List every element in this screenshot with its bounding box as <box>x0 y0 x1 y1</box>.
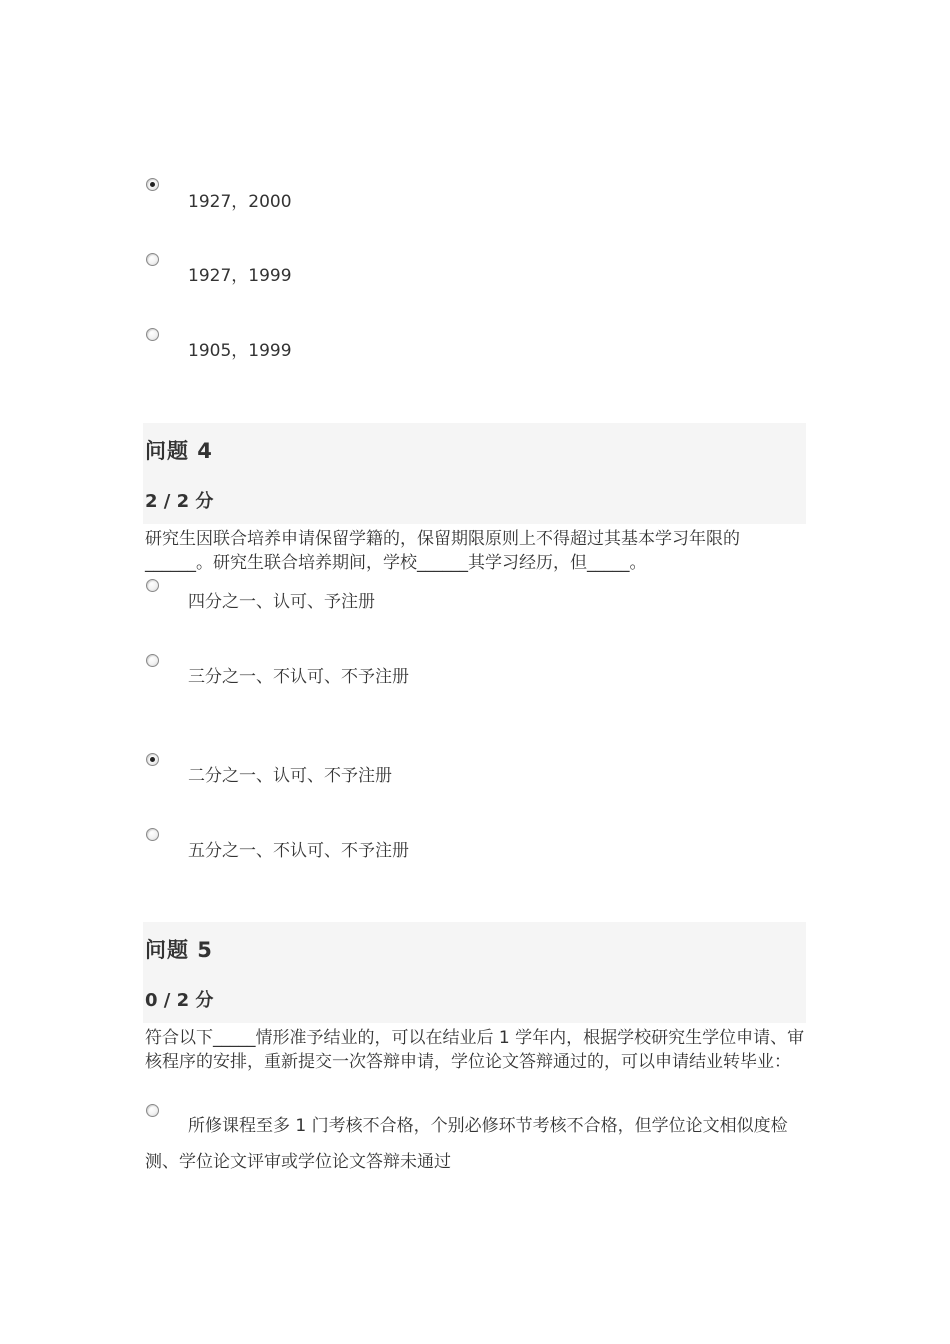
radio-q3-option-3[interactable] <box>146 328 159 341</box>
option-label: 1927，1999 <box>188 266 292 286</box>
question-title: 问题 5 <box>145 938 213 962</box>
question-5-header <box>143 922 806 1023</box>
option-label: 所修课程至多 1 门考核不合格，个别必修环节考核不合格，但学位论文相似度检测、学位论文评审或学位论文答辩未通过 <box>145 1116 788 1172</box>
option-label: 三分之一、不认可、不予注册 <box>188 667 409 687</box>
question-score: 0 / 2 分 <box>145 990 214 1011</box>
question-4-header <box>143 423 806 524</box>
radio-q3-option-1[interactable] <box>146 178 159 191</box>
question-title: 问题 4 <box>145 439 213 463</box>
radio-q4-option-3[interactable] <box>146 753 159 766</box>
radio-q4-option-1[interactable] <box>146 579 159 592</box>
option-label: 1905，1999 <box>188 341 292 361</box>
option-label: 1927，2000 <box>188 192 292 212</box>
radio-q4-option-2[interactable] <box>146 654 159 667</box>
question-text: 研究生因联合培养申请保留学籍的，保留期限原则上不得超过其基本学习年限的______。研究生联合培养期间，学校______其学习经历，但_____。 <box>145 529 740 573</box>
option-label: 二分之一、认可、不予注册 <box>188 766 392 786</box>
question-score: 2 / 2 分 <box>145 491 214 512</box>
question-text: 符合以下_____情形准予结业的，可以在结业后 1 学年内，根据学校研究生学位申请、审核程序的安排，重新提交一次答辩申请，学位论文答辩通过的，可以申请结业转毕业： <box>145 1028 805 1072</box>
radio-q3-option-2[interactable] <box>146 253 159 266</box>
option-label: 五分之一、不认可、不予注册 <box>188 841 409 861</box>
radio-q4-option-4[interactable] <box>146 828 159 841</box>
option-label: 四分之一、认可、予注册 <box>188 592 375 612</box>
